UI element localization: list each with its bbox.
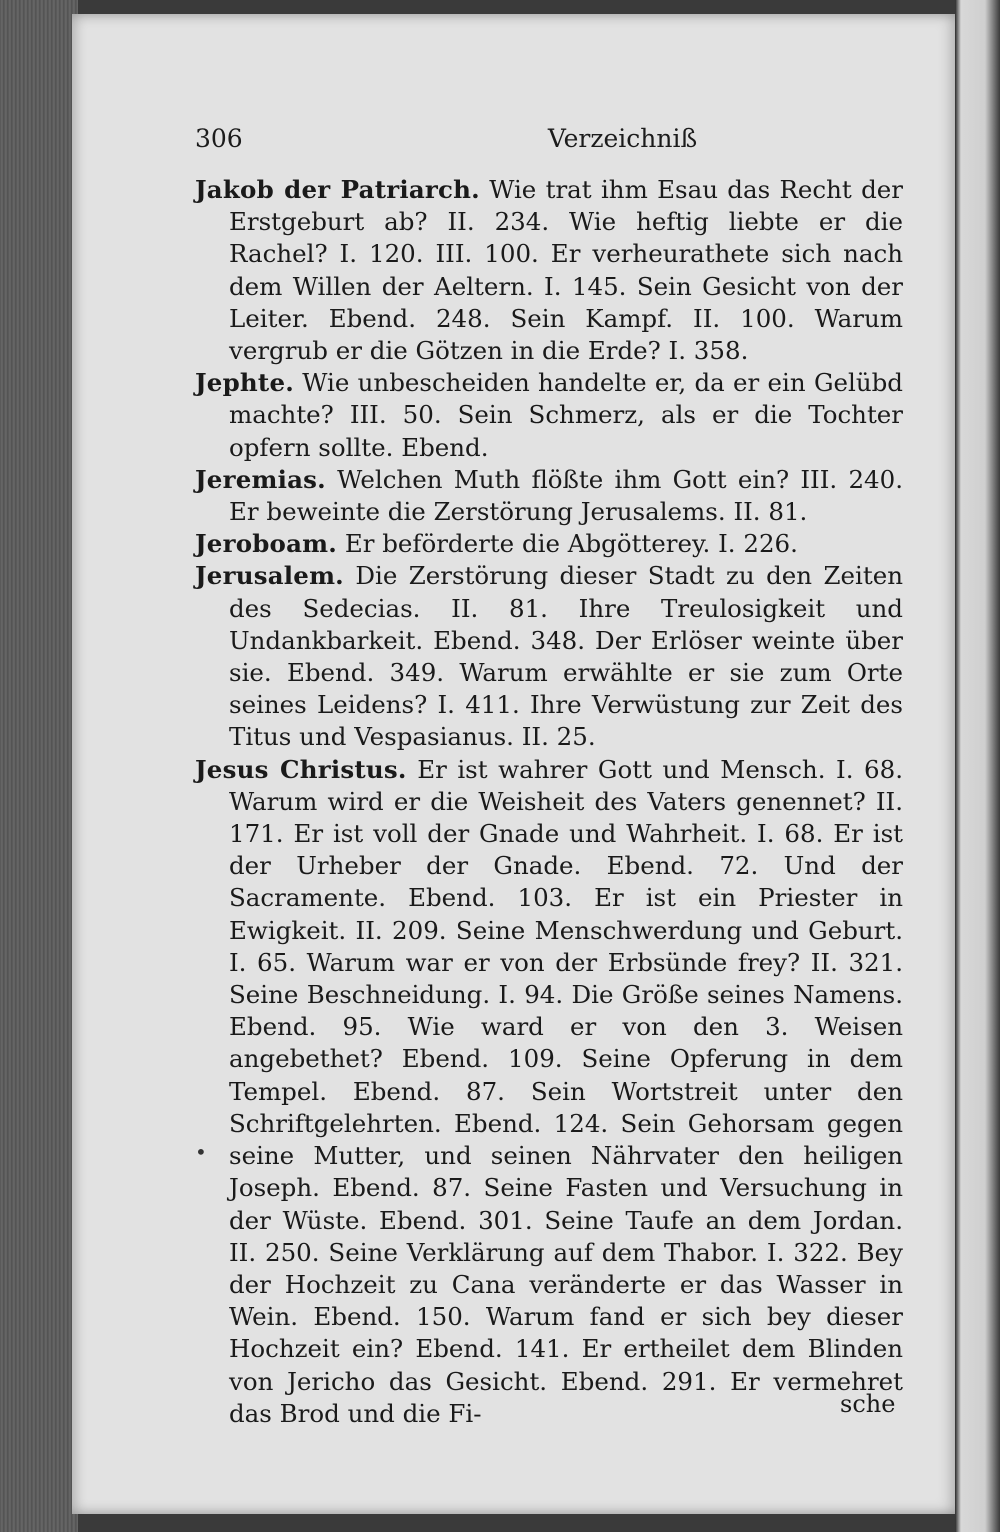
entry-head: Jeroboam. [195,529,338,559]
index-entry-jeremias [195,464,903,528]
entry-head: Jesus Christus. [195,754,407,784]
entry-text: Wie trat ihm Esau das Recht der Erstgeburt ab? II. 234. Wie heftig liebte er die Rachel? I. 120. III. 100. Er verheurathete sich nach dem Willen der Aeltern. I. 145. Sein Gesicht von der Leiter. Ebend. 248. Sein Kampf. II. 100. Warum vergrub er die Götzen in die Erde? I. 358. [229,175,903,366]
margin-mark: • [195,1140,207,1164]
index-entries [195,174,903,1430]
entry-head: Jeremias. [195,464,326,494]
entry-text: Er ist wahrer Gott und Mensch. I. 68. Warum wird er die Weisheit des Vaters genennet? II. 171. Er ist voll der Gnade und Wahrheit. I. 68. Er ist der Urheber der Gnade. Ebend. 72. Und der Sacramente. Ebend. 103. Er ist ein Priester in Ewigkeit. II. 209. Seine Menschwerdung und Geburt. I. 65. Warum war er von der Erbsünde frey? II. 321. Seine Beschneidung. I. 94. Die Größe seines Namens. Ebend. 95. Wie ward er von den 3. Weisen angebethet? Ebend. 109. Seine Opferung in dem Tempel. Ebend. 87. Sein Wortstreit unter den Schriftgelehrten. Ebend. 124. Sein Gehorsam gegen seine Mutter, und seinen Nährvater den heiligen Joseph. Ebend. 87. Seine Fasten und Versuchung in der Wüste. Ebend. 301. Seine Taufe an dem Jordan. II. 250. Seine Verklärung auf dem Thabor. I. 322. Bey der Hochzeit zu Cana veränderte er das Wasser in Wein. Ebend. 150. Warum fand er sich bey dieser Hochzeit ein? Ebend. 141. Er ertheilet dem Blinden von Jericho das Gesicht. Ebend. 291. Er vermehret das Brod und die Fi- [229,754,903,1428]
page-number: 306 [195,124,243,153]
running-title: Verzeichniß [547,124,698,153]
book-page-edges [0,0,78,1532]
index-entry-jephte [195,367,903,464]
index-entry-jesus-christus [195,754,903,1430]
entry-text: Die Zerstörung dieser Stadt zu den Zeiten des Sedecias. II. 81. Ihre Treulosigkeit und Undankbarkeit. Ebend. 348. Der Erlöser weinte über sie. Ebend. 349. Warum erwählte er sie zum Orte seines Leidens? I. 411. Ihre Verwüstung zur Zeit des Titus und Vespasianus. II. 25. [229,561,903,752]
entry-head: Jephte. [195,368,294,398]
next-page-edge [955,0,1000,1532]
entry-text: Er beförderte die Abgötterey. I. 226. [344,529,798,559]
entry-head: Jakob der Patriarch. [195,175,480,204]
entry-text: Wie unbescheiden handelte er, da er ein Gelübd machte? III. 50. Sein Schmerz, als er die Tochter opfern sollte. Ebend. [229,368,903,462]
entry-text: Welchen Muth flößte ihm Gott ein? III. 240. Er beweinte die Zerstörung Jerusalems. II. 81. [229,464,903,527]
entry-head: Jerusalem. [195,561,344,591]
page-header [195,124,900,164]
index-entry-jeroboam [195,528,903,560]
index-entry-jerusalem [195,560,903,753]
index-entry-jakob [195,174,903,367]
catchword: sche [840,1390,896,1418]
